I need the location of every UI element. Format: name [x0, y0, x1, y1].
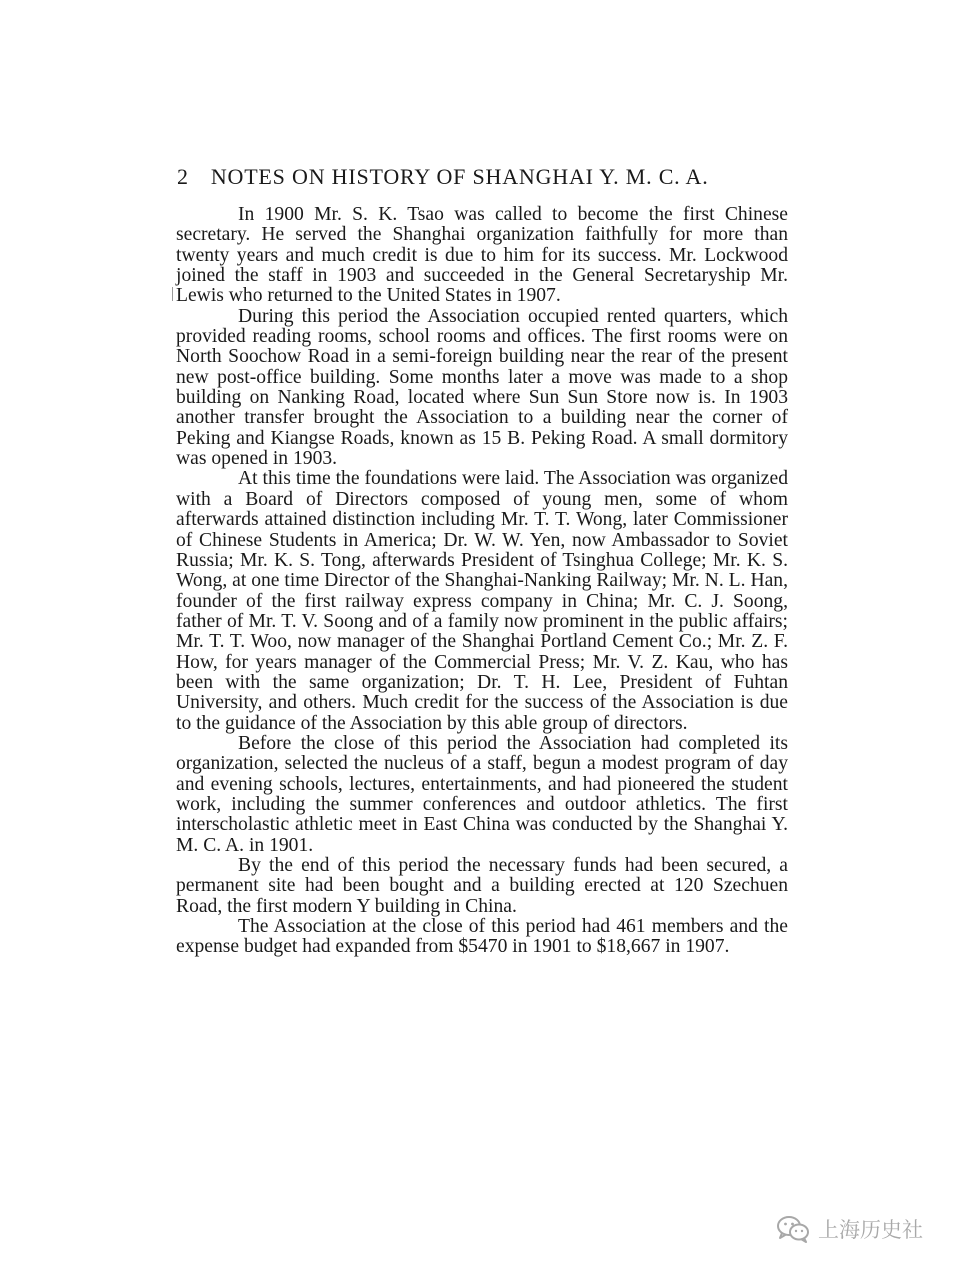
paragraph-staff: In 1900 Mr. S. K. Tsao was called to become the first Chinese secretary. He served the Shanghai organization faithfully for more than twenty years and much credit is due to him for its success. Mr. Lockwood joined the staff in 1903 and succeeded in the General Secretaryship Mr. Lewis who returned to the United States in 1907. — [176, 204, 788, 307]
watermark-text: 上海历史社 — [818, 1218, 923, 1242]
header-title: NOTES ON HISTORY OF SHANGHAI Y. M. C. A. — [210, 164, 709, 189]
page-number: 2 — [177, 164, 189, 189]
body-text — [176, 205, 788, 958]
wechat-icon — [776, 1215, 810, 1243]
watermark — [776, 1212, 923, 1246]
paragraph-funds: By the end of this period the necessary funds had been secured, a permanent site had been bought and a building erected at 120 Szechuen Road, the first modern Y building in China. — [176, 855, 788, 917]
paragraph-quarters: During this period the Association occupied rented quarters, which provided reading rooms, school rooms and offices. The first rooms were on North Soochow Road in a semi-foreign building near the rear of the present new post-office building. Some months later a move was made to a shop building on Nanking Road, located where Sun Sun Store now is. In 1903 another transfer brought the Association to a building near the corner of Peking and Kiangse Roads, known as 15 B. Peking Road. A small dormitory was opened in 1903. — [176, 305, 788, 470]
paragraph-organization: Before the close of this period the Association had completed its organization, selected the nucleus of a staff, begun a modest program of day and evening schools, lectures, entertainments, and had pioneered the student work, including the summer conferences and outdoor athletics. The first interscholastic athletic meet in East China was conducted by the Shanghai Y. M. C. A. in 1901. — [176, 732, 788, 856]
running-header — [177, 164, 797, 190]
paragraph-directors: At this time the foundations were laid. The Association was organized with a Board of Directors composed of young men, some of whom afterwards attained distinction including Mr. T. T. Wong, later Commissioner of Chinese Students in America; Dr. W. W. Yen, now Ambassador to Soviet Russia; Mr. K. S. Tong, afterwards President of Tsinghua College; Mr. K. S. Wong, at one time Director of the Shanghai-Nanking Railway; Mr. N. L. Han, founder of the first railway express company in China; Mr. C. J. Soong, father of Mr. T. V. Soong and of a family now prominent in the public affairs; Mr. T. T. Woo, now manager of the Shanghai Portland Cement Co.; Mr. Z. F. How, for years manager of the Commercial Press; Mr. V. Z. Kau, who has been with the same organization; Dr. T. H. Lee, President of Fuhtan University, and others. Much credit for the success of the Association is due to the guidance of the Association by this able group of directors. — [176, 468, 788, 734]
margin-mark — [172, 287, 173, 301]
paragraph-membership: The Association at the close of this period had 461 members and the expense budget had expanded from $5470 in 1901 to $18,667 in 1907. — [176, 916, 788, 958]
